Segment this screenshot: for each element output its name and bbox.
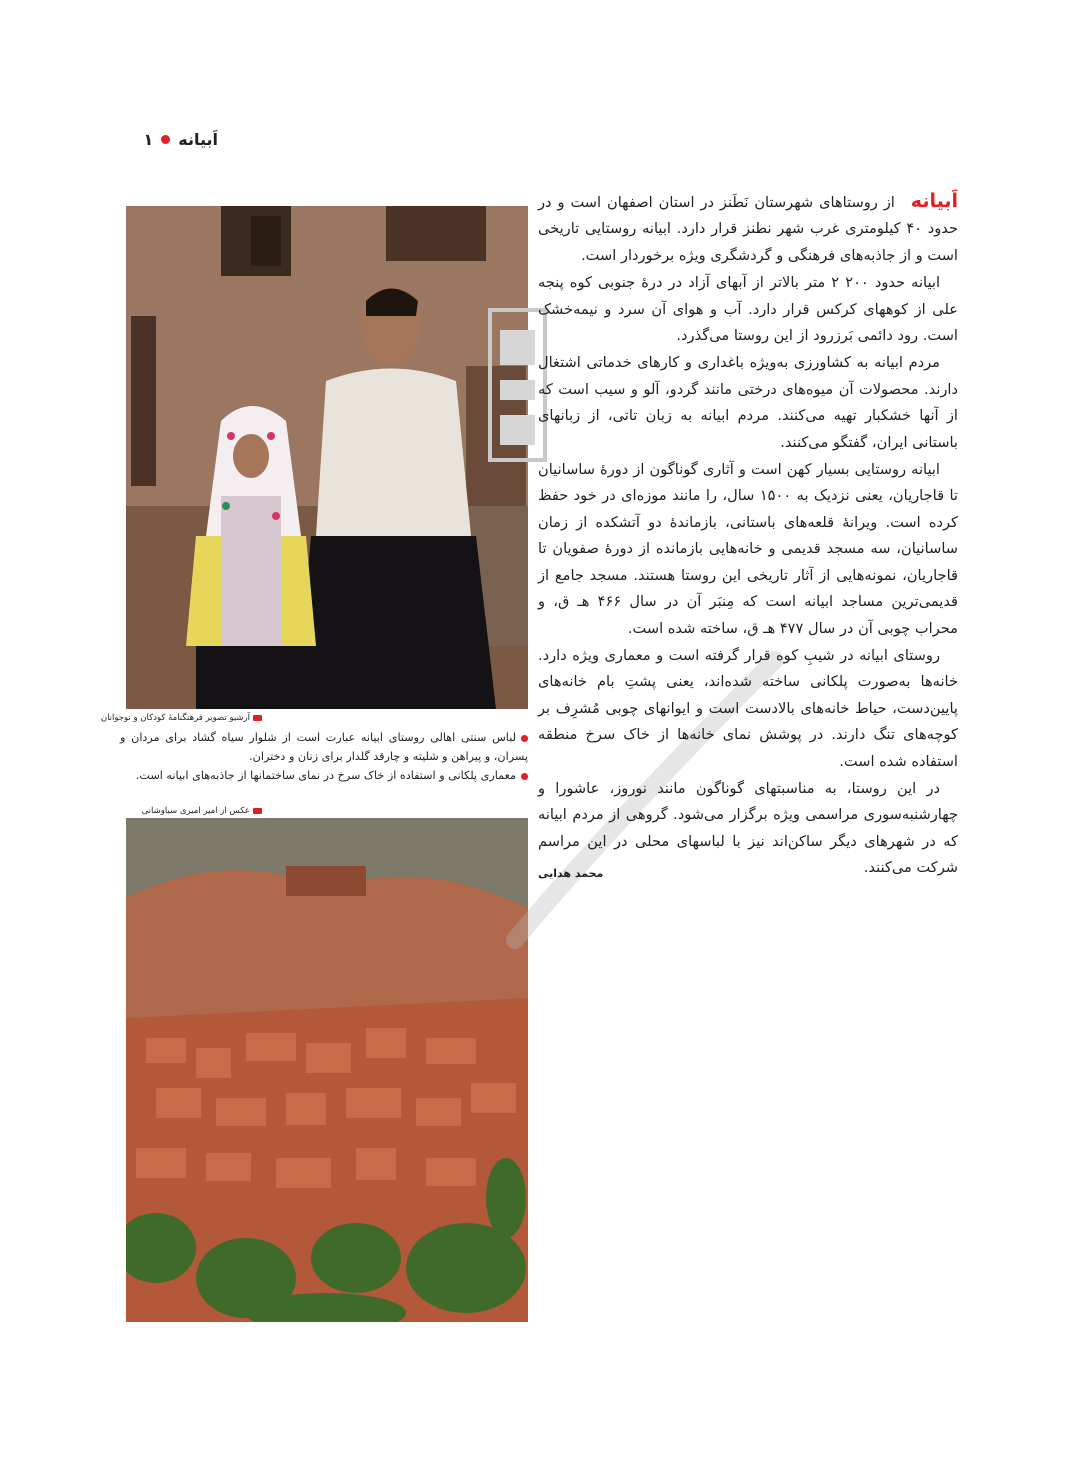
photo2-caption [120,766,528,785]
article-body [538,188,958,888]
page-number: ۱ [143,129,154,149]
photo2-credit-text: عکس از امیر امیری سیاوشانی [141,806,250,816]
header-dot-icon [161,135,170,144]
article-paragraph [538,188,958,269]
article-paragraph: مردم ابیانه به کشاورزی به‌ویژه باغداری و کارهای خدماتی اشتغال دارند. محصولات آن میوه‌های درختی مانند گردو، آلو و سیب است که از آنها خشکبار تهیه می‌کنند. مردم ابیانه به زبان تاتی، از زبانهای باستانی ایران، گفتگو می‌کنند. [538,354,958,451]
photo1-caption-text: لباس سنتی اهالی روستای ابیانه عبارت است از شلوار سیاه گشاد برای مردان و پسران، و پیراهن و شلیته و چارقد گلدار برای زنان و دختران. [120,731,528,763]
photo1-caption [120,728,528,766]
header-title: اَبیانه [178,129,218,149]
article-paragraph: ابیانه حدود ۲۰۰ ۲ متر بالاتر از آبهای آزاد در درهٔ جنوبی کوه پنجه علی از کوههای کرکس قرار دارد. آب و هوای آن سرد و نیمه‌خشک است. رود دائمی بَرزرود از این روستا می‌گذرد. [538,274,958,345]
bullet-icon [521,735,528,742]
article-paragraph [538,776,958,882]
paragraph-text: از روستاهای شهرستان نَطَنز در استان اصفهان است و در حدود ۴۰ کیلومتری غرب شهر نطنز قرار دارد. ابیانه روستایی تاریخی است و از جاذبه‌های فرهنگی و گردشگری ویژه برخوردار است. [538,194,958,264]
paragraph-text: در این روستا، به مناسبتهای گوناگون مانند نوروز، عاشورا و چهارشنبه‌سوری مراسمی ویژه برگزار می‌شود. گروهی از مردم ابیانه که در شهرهای دیگر ساکن‌اند نیز با لباسهای محلی در این مراسم شرکت می‌کنند. [538,779,958,877]
article-paragraph: روستای ابیانه در شیبِ کوه قرار گرفته است و معماری ویژه دارد. خانه‌ها به‌صورت پلکانی ساخته شده‌اند، یعنی پشتِ بام خانه‌های پایین‌دست، حیاط خانه‌های بالادست است و ایوانهای چوبی مُشرِف بر کوچه‌های تنگ دارند. در پوشش نمای خانه‌ها از خاک سرخ منطقه استفاده شده است. [538,646,958,770]
camera-icon [253,808,262,814]
article-heading: اَبیانه [910,190,958,212]
bullet-icon [521,773,528,780]
photo2-credit [142,806,262,816]
page-header [118,127,218,151]
photo1-credit [101,713,262,723]
village-photo-illustration [126,818,528,1322]
photo-traditional-dress [126,206,528,709]
camera-icon [253,715,262,721]
photo1-credit-text: آرشیو تصویر فرهنگنامهٔ کودکان و نوجوانان [100,713,250,723]
author-name: محمد هدایی [538,867,604,881]
article-paragraph: ابیانه روستایی بسیار کهن است و آثاری گوناگون از دورهٔ ساسانیان تا قاجاریان، یعنی نزدیک به ۱۵۰۰ سال، را مانند موزه‌ای در خود حفظ کرده است. ویرانهٔ قلعه‌های باستانی، بازماندهٔ دو آتشکده از زمان ساسانیان، سه مسجد قدیمی و خانه‌هایی بازمانده از دورهٔ صفویان تا قاجاریان، نمونه‌هایی از آثار تاریخی این روستا هستند. مسجد جامع از قدیمی‌ترین مساجد ابیانه است که مِنبَر آن در سال ۴۶۶ هـ ق، و محراب چوبی آن در سال ۴۷۷ هـ ق، ساخته شده است. [538,461,958,637]
photo-village-architecture [126,818,528,1322]
children-photo-illustration [126,206,528,709]
photo2-caption-text: معماری پلکانی و استفاده از خاک سرخ در نمای ساختمانها از جاذبه‌های ابیانه است. [135,769,516,782]
